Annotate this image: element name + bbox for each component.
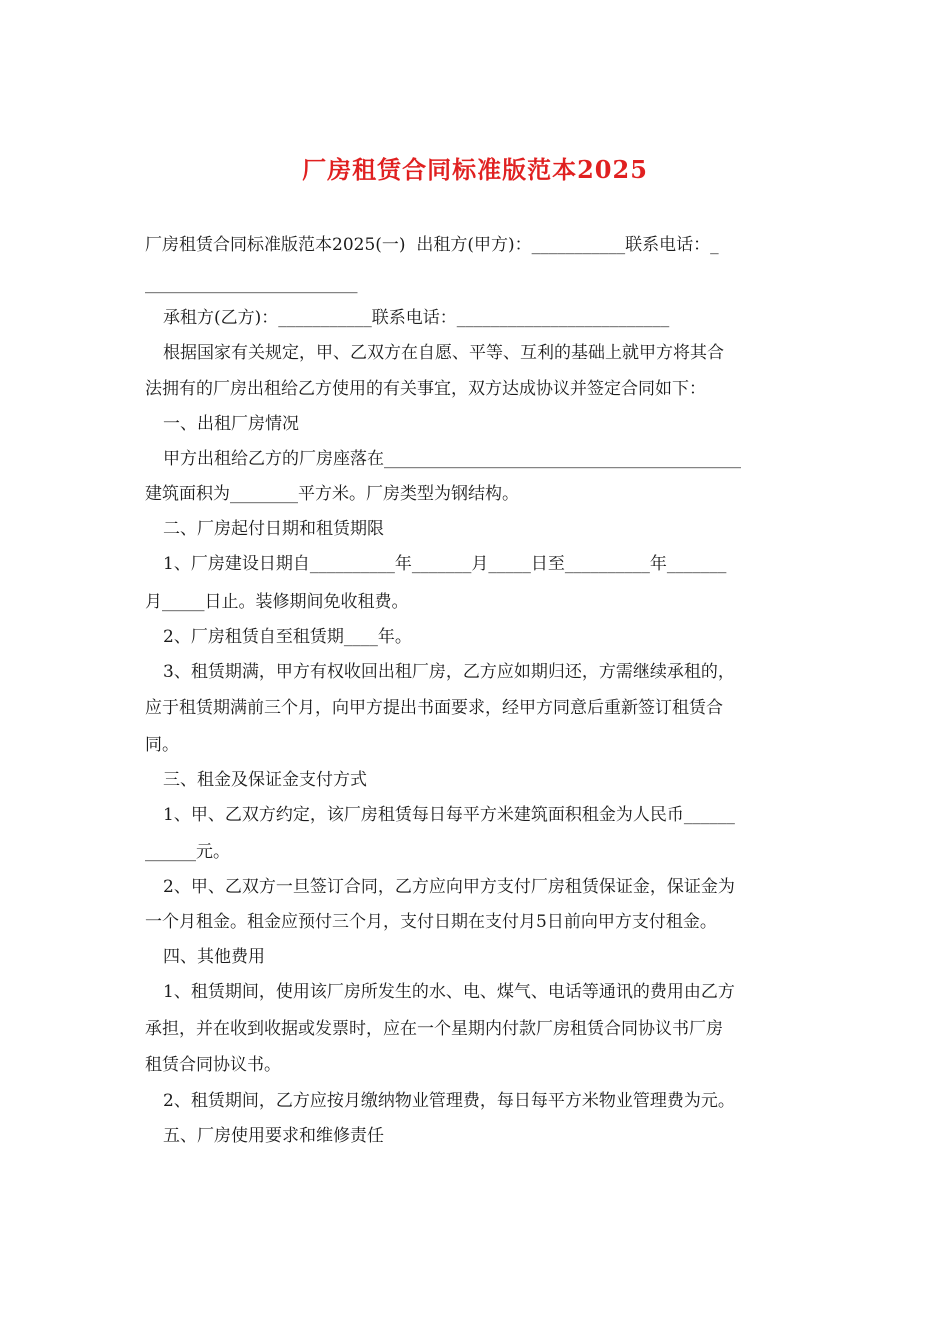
paragraph-line: 甲方出租给乙方的厂房座落在__________________________________________ bbox=[163, 449, 741, 469]
paragraph-line: 2、租赁期间，乙方应按月缴纳物业管理费，每日每平方米物业管理费为元。 bbox=[163, 1091, 735, 1111]
paragraph-line: 一个月租金。租金应预付三个月，支付日期在支付月5日前向甲方支付租金。 bbox=[145, 912, 717, 932]
document-title: 厂房租赁合同标准版范本2025 bbox=[302, 155, 648, 184]
paragraph-line: 2、厂房租赁自至租赁期____年。 bbox=[163, 627, 412, 647]
paragraph-line: 承租方(乙方)：___________联系电话：_________________________ bbox=[163, 308, 670, 328]
paragraph-line: ______元。 bbox=[145, 842, 230, 862]
paragraph-line: 1、租赁期间，使用该厂房所发生的水、电、煤气、电话等通讯的费用由乙方 bbox=[163, 982, 735, 1002]
paragraph-line: 根据国家有关规定，甲、乙双方在自愿、平等、互利的基础上就甲方将其合 bbox=[163, 343, 724, 363]
paragraph-line: _________________________ bbox=[145, 274, 358, 294]
section-heading: 五、厂房使用要求和维修责任 bbox=[163, 1126, 384, 1146]
paragraph-line: 建筑面积为________平方米。厂房类型为钢结构。 bbox=[145, 484, 519, 504]
paragraph-line: 月_____日止。装修期间免收租费。 bbox=[145, 592, 409, 612]
paragraph-line: 厂房租赁合同标准版范本2025(一) 出租方(甲方)：___________联系电话：_ bbox=[145, 235, 719, 255]
section-heading: 四、其他费用 bbox=[163, 947, 265, 967]
paragraph-line: 1、厂房建设日期自__________年_______月_____日至__________年_______ bbox=[163, 554, 727, 574]
paragraph-line: 应于租赁期满前三个月，向甲方提出书面要求，经甲方同意后重新签订租赁合 bbox=[145, 698, 723, 718]
paragraph-line: 法拥有的厂房出租给乙方使用的有关事宜，双方达成协议并签定合同如下： bbox=[145, 379, 706, 399]
paragraph-line: 同。 bbox=[145, 735, 179, 755]
paragraph-line: 3、租赁期满，甲方有权收回出租厂房，乙方应如期归还，方需继续承租的， bbox=[163, 662, 735, 682]
paragraph-line: 承担，并在收到收据或发票时，应在一个星期内付款厂房租赁合同协议书厂房 bbox=[145, 1019, 723, 1039]
paragraph-line: 租赁合同协议书。 bbox=[145, 1055, 281, 1075]
section-heading: 三、租金及保证金支付方式 bbox=[163, 770, 367, 790]
section-heading: 一、出租厂房情况 bbox=[163, 414, 299, 434]
paragraph-line: 2、甲、乙双方一旦签订合同，乙方应向甲方支付厂房租赁保证金，保证金为 bbox=[163, 877, 735, 897]
section-heading: 二、厂房起付日期和租赁期限 bbox=[163, 519, 384, 539]
paragraph-line: 1、甲、乙双方约定，该厂房租赁每日每平方米建筑面积租金为人民币______ bbox=[163, 805, 735, 825]
